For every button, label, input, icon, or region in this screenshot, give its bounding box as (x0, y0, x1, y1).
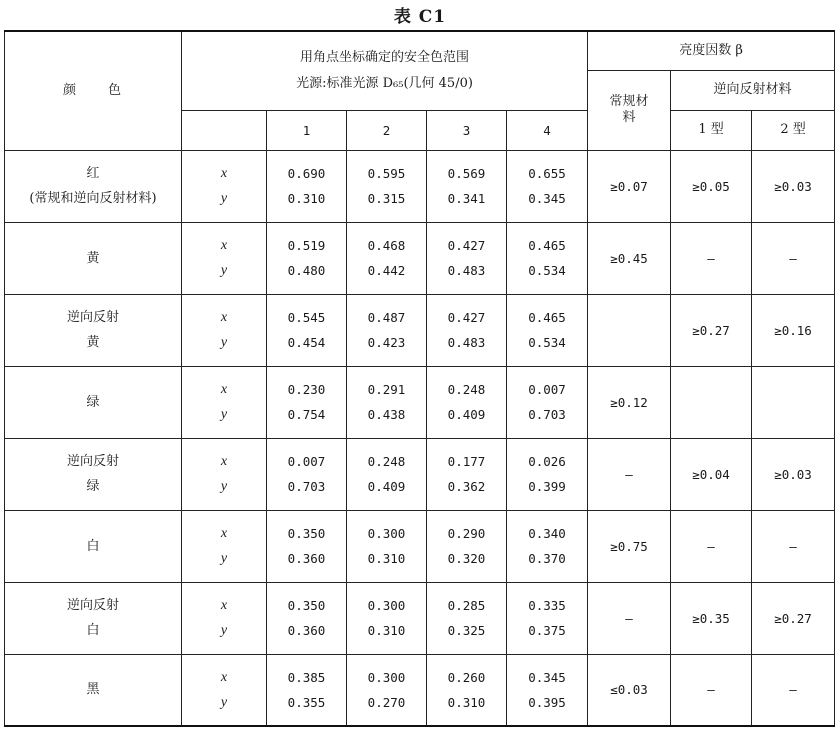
corner-2-cell-line: 0.248 (367, 454, 406, 469)
corner-2-cell (347, 366, 427, 438)
corner-3-header: 3 (427, 110, 507, 150)
corner-3-cell (427, 294, 507, 366)
corner-1-cell-line: 0.690 (287, 166, 326, 181)
corner-3-cell (427, 582, 507, 654)
corner-3-cell (427, 222, 507, 294)
corner-3-cell-line: 0.290 (447, 526, 486, 541)
color-name-cell-line: 黄 (86, 250, 100, 266)
color-name-cell-line: 黑 (86, 682, 100, 698)
corner-1-cell-line: 0.355 (287, 694, 326, 710)
corner-3-cell (427, 510, 507, 582)
conventional-material-header: 常规材料 (588, 70, 671, 150)
corner-3-cell (427, 654, 507, 726)
corner-2-cell-line: 0.409 (367, 479, 406, 494)
conventional-beta-cell: ≥0.75 (588, 510, 671, 582)
corner-4-cell-line: 0.340 (528, 526, 566, 541)
color-name-cell (5, 510, 182, 582)
corner-3-cell-line: 0.177 (447, 454, 486, 469)
corner-1-cell-line: 0.454 (287, 335, 326, 350)
xy-label-cell-line: x (220, 238, 228, 253)
corner-2-cell-line: 0.595 (367, 166, 406, 181)
corner-3-cell-line: 0.285 (447, 598, 486, 613)
corner-4-cell-line: 0.465 (528, 310, 566, 325)
corner-1-cell (267, 294, 347, 366)
corner-4-cell (507, 582, 588, 654)
color-column-header: 颜 色 (5, 31, 182, 150)
xy-label-cell-line: y (220, 694, 228, 710)
corner-1-cell (267, 510, 347, 582)
corner-1-cell-line: 0.310 (287, 191, 326, 206)
corner-3-cell-line: 0.409 (447, 407, 486, 422)
corner-2-cell-line: 0.438 (367, 407, 406, 422)
xy-label-cell-line: x (220, 669, 228, 685)
xy-label-cell (182, 510, 267, 582)
corner-3-cell-line: 0.362 (447, 479, 486, 494)
corner-3-cell-line: 0.325 (447, 623, 486, 638)
type-2-beta-cell: — (752, 222, 835, 294)
color-name-cell-line: 绿 (86, 479, 100, 494)
color-name-cell-line: (常规和逆向反射材料) (29, 191, 157, 206)
corner-4-cell-line: 0.345 (528, 191, 566, 206)
color-name-cell-line: 绿 (86, 394, 100, 410)
corner-3-cell-line: 0.483 (447, 335, 486, 350)
xy-label-cell-line: y (220, 191, 228, 206)
color-name-cell-line: 黄 (86, 335, 100, 350)
corner-3-cell-line: 0.569 (447, 166, 486, 181)
xy-label-cell (182, 582, 267, 654)
xy-label-cell (182, 366, 267, 438)
corner-2-cell (347, 222, 427, 294)
corner-3-cell-line: 0.320 (447, 551, 486, 566)
xy-label-cell-line: x (220, 166, 228, 181)
corner-4-cell (507, 438, 588, 510)
type-2-beta-cell: ≥0.03 (752, 438, 835, 510)
corner-4-cell-line: 0.395 (528, 694, 566, 710)
xy-label-cell (182, 150, 267, 222)
corner-4-cell-line: 0.655 (528, 166, 566, 181)
coordinate-range-line2: 光源:标准光源 D₆₅(几何 45/0) (296, 75, 473, 91)
corner-2-cell (347, 654, 427, 726)
corner-3-cell-line: 0.248 (447, 382, 486, 397)
corner-4-cell-line: 0.703 (528, 407, 566, 422)
color-name-cell-line: 逆向反射 (66, 598, 119, 613)
type-2-header: 2 型 (752, 110, 835, 150)
corner-1-cell-line: 0.480 (287, 263, 326, 278)
corner-2-cell-line: 0.310 (367, 623, 406, 638)
type-2-beta-cell: ≥0.16 (752, 294, 835, 366)
corner-2-cell (347, 438, 427, 510)
xy-label-cell-line: x (220, 526, 228, 541)
corner-4-cell (507, 294, 588, 366)
xy-label-cell-line: y (220, 551, 228, 566)
color-name-cell-line: 逆向反射 (66, 454, 119, 469)
corner-1-cell (267, 582, 347, 654)
corner-1-cell-line: 0.360 (287, 623, 326, 638)
corner-1-cell-line: 0.754 (287, 407, 326, 422)
conventional-beta-cell: ≥0.07 (588, 150, 671, 222)
xy-label-cell-line: x (220, 310, 228, 325)
corner-3-cell-line: 0.483 (447, 263, 486, 278)
conventional-beta-cell: — (588, 582, 671, 654)
conventional-beta-cell: — (588, 438, 671, 510)
corner-1-cell-line: 0.350 (287, 526, 326, 541)
corner-1-cell-line: 0.703 (287, 479, 326, 494)
type-1-beta-cell: — (671, 222, 752, 294)
corner-1-cell-line: 0.007 (287, 454, 326, 469)
color-name-cell (5, 438, 182, 510)
xy-column-header (182, 110, 267, 150)
luminance-factor-header: 亮度因数 β (588, 31, 835, 70)
table-caption: 表 C1 (393, 7, 447, 27)
corner-3-cell-line: 0.427 (447, 238, 486, 253)
corner-4-cell-line: 0.534 (528, 263, 566, 278)
color-name-cell-line: 白 (86, 623, 100, 638)
type-2-beta-cell: — (752, 510, 835, 582)
xy-label-cell (182, 438, 267, 510)
corner-4-cell-line: 0.534 (528, 335, 566, 350)
type-1-header: 1 型 (671, 110, 752, 150)
type-2-beta-cell: ≥0.03 (752, 150, 835, 222)
type-2-beta-cell (752, 366, 835, 438)
corner-1-cell (267, 150, 347, 222)
corner-2-cell (347, 150, 427, 222)
corner-1-cell-line: 0.385 (287, 669, 326, 685)
corner-1-cell-line: 0.360 (287, 551, 326, 566)
corner-2-cell (347, 294, 427, 366)
retroreflective-material-header: 逆向反射材料 (671, 70, 835, 110)
table-row (5, 222, 835, 294)
table-row (5, 654, 835, 726)
corner-3-cell (427, 366, 507, 438)
color-name-cell (5, 222, 182, 294)
corner-3-cell-line: 0.341 (447, 191, 486, 206)
conventional-beta-cell (588, 294, 671, 366)
corner-1-header: 1 (267, 110, 347, 150)
type-1-beta-cell: — (671, 510, 752, 582)
color-name-cell-line: 白 (86, 538, 100, 554)
type-1-beta-cell: ≥0.04 (671, 438, 752, 510)
header-row-1 (5, 31, 835, 70)
corner-4-cell-line: 0.345 (528, 669, 566, 685)
type-1-beta-cell: ≥0.05 (671, 150, 752, 222)
color-name-cell (5, 654, 182, 726)
corner-2-cell (347, 510, 427, 582)
corner-3-cell-line: 0.427 (447, 310, 486, 325)
corner-2-cell-line: 0.291 (367, 382, 406, 397)
corner-3-cell-line: 0.260 (447, 669, 486, 685)
table-row (5, 438, 835, 510)
corner-1-cell-line: 0.230 (287, 382, 326, 397)
corner-2-cell-line: 0.315 (367, 191, 406, 206)
type-1-beta-cell: — (671, 654, 752, 726)
table-row (5, 366, 835, 438)
corner-4-header: 4 (507, 110, 588, 150)
xy-label-cell-line: y (220, 335, 228, 350)
corner-2-cell-line: 0.300 (367, 669, 406, 685)
corner-2-cell-line: 0.300 (367, 598, 406, 613)
corner-3-cell-line: 0.310 (447, 694, 486, 710)
table-row (5, 582, 835, 654)
coordinate-range-line1: 用角点坐标确定的安全色范围 (300, 49, 470, 65)
corner-4-cell (507, 366, 588, 438)
corner-4-cell-line: 0.399 (528, 479, 566, 494)
xy-label-cell (182, 294, 267, 366)
corner-4-cell (507, 654, 588, 726)
corner-2-cell-line: 0.487 (367, 310, 406, 325)
corner-1-cell (267, 366, 347, 438)
corner-1-cell-line: 0.519 (287, 238, 326, 253)
xy-label-cell (182, 654, 267, 726)
corner-2-cell-line: 0.270 (367, 694, 406, 710)
corner-4-cell-line: 0.335 (528, 598, 566, 613)
corner-4-cell-line: 0.026 (528, 454, 566, 469)
safety-color-table (4, 30, 835, 727)
xy-label-cell-line: y (220, 479, 228, 494)
corner-4-cell (507, 222, 588, 294)
color-name-cell-line: 逆向反射 (66, 310, 119, 325)
corner-2-header: 2 (347, 110, 427, 150)
corner-4-cell-line: 0.370 (528, 551, 566, 566)
corner-1-cell (267, 438, 347, 510)
table-row (5, 150, 835, 222)
corner-1-cell (267, 654, 347, 726)
type-2-beta-cell: ≥0.27 (752, 582, 835, 654)
xy-label-cell-line: y (220, 407, 228, 422)
type-1-beta-cell: ≥0.27 (671, 294, 752, 366)
corner-3-cell (427, 438, 507, 510)
conventional-beta-cell: ≥0.45 (588, 222, 671, 294)
corner-1-cell-line: 0.350 (287, 598, 326, 613)
corner-2-cell-line: 0.423 (367, 335, 406, 350)
table-row (5, 510, 835, 582)
color-name-cell (5, 582, 182, 654)
color-name-cell (5, 150, 182, 222)
conventional-beta-cell: ≥0.12 (588, 366, 671, 438)
table-row (5, 294, 835, 366)
color-name-cell (5, 366, 182, 438)
xy-label-cell-line: x (220, 454, 228, 469)
xy-label-cell-line: y (220, 263, 228, 278)
type-2-beta-cell: — (752, 654, 835, 726)
xy-label-cell-line: x (220, 598, 228, 613)
corner-4-cell-line: 0.375 (528, 623, 566, 638)
corner-2-cell-line: 0.310 (367, 551, 406, 566)
corner-4-cell-line: 0.007 (528, 382, 566, 397)
corner-1-cell (267, 222, 347, 294)
type-1-beta-cell: ≥0.35 (671, 582, 752, 654)
corner-3-cell (427, 150, 507, 222)
corner-2-cell (347, 582, 427, 654)
corner-4-cell-line: 0.465 (528, 238, 566, 253)
conventional-beta-cell: ≤0.03 (588, 654, 671, 726)
type-1-beta-cell (671, 366, 752, 438)
corner-1-cell-line: 0.545 (287, 310, 326, 325)
corner-4-cell (507, 510, 588, 582)
corner-2-cell-line: 0.300 (367, 526, 406, 541)
corner-2-cell-line: 0.468 (367, 238, 406, 253)
coordinate-range-header (182, 31, 588, 110)
xy-label-cell (182, 222, 267, 294)
corner-2-cell-line: 0.442 (367, 263, 406, 278)
color-name-cell-line: 红 (86, 166, 100, 181)
xy-label-cell-line: x (220, 382, 228, 397)
corner-4-cell (507, 150, 588, 222)
color-name-cell (5, 294, 182, 366)
xy-label-cell-line: y (220, 623, 228, 638)
